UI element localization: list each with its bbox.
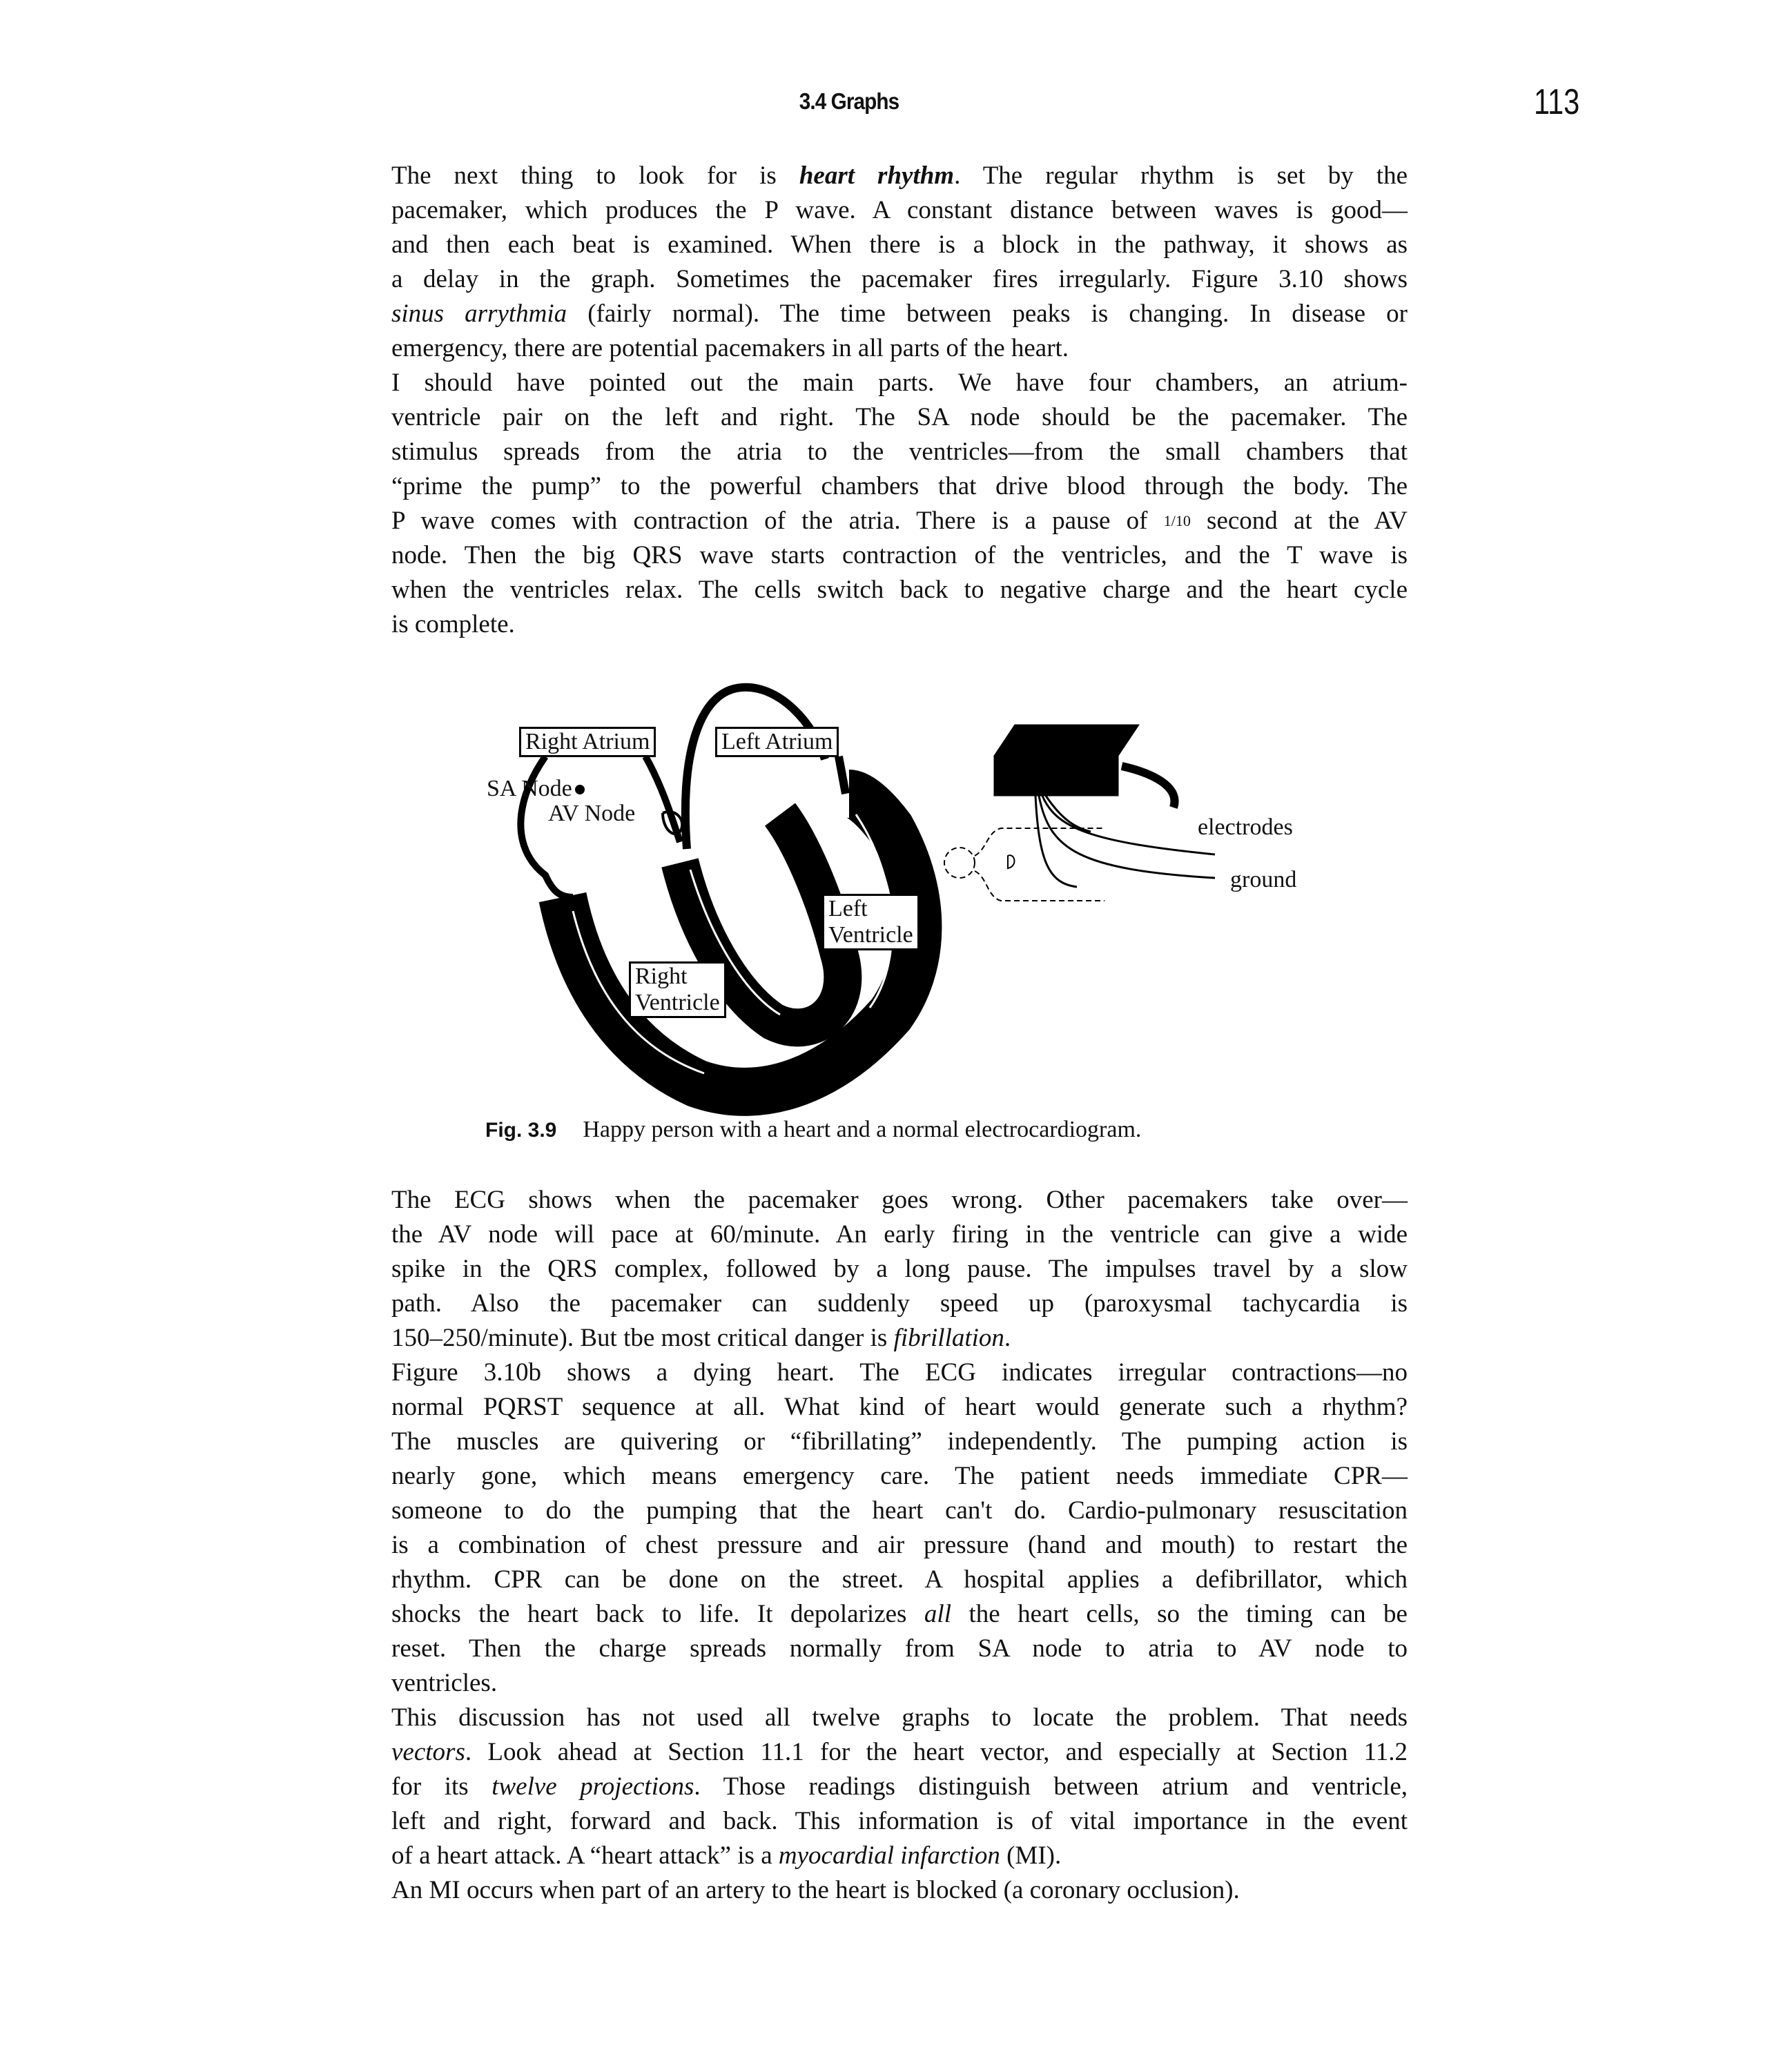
text-line bbox=[391, 1183, 1408, 1218]
text-run: shocks the heart back to life. It depolarizes bbox=[391, 1600, 924, 1628]
text-run: when the ventricles relax. The cells switch back to negative charge and the heart cycle bbox=[391, 576, 1408, 604]
label-left-ventricle-line1: Left bbox=[828, 896, 868, 921]
text-run: nearly gone, which means emergency care. The patient needs immediate CPR— bbox=[391, 1462, 1408, 1490]
emphasis-term: heart rhythm bbox=[799, 162, 955, 190]
text-line bbox=[391, 1425, 1408, 1459]
text-run: Figure 3.10b shows a dying heart. The ECG indicates irregular contractions—no bbox=[391, 1358, 1408, 1387]
text-line bbox=[391, 1528, 1408, 1563]
text-run: (fairly normal). The time between peaks is changing. In disease or bbox=[567, 300, 1408, 328]
text-run: node. Then the big QRS wave starts contraction of the ventricles, and the T wave is bbox=[391, 541, 1408, 569]
ecg-machine-drawing bbox=[994, 725, 1215, 887]
italic-term: fibrillation bbox=[893, 1324, 1004, 1352]
text-line bbox=[391, 538, 1408, 573]
label-left-atrium: Left Atrium bbox=[715, 727, 839, 757]
text-run: I should have pointed out the main parts. We have four chambers, an atrium- bbox=[391, 369, 1408, 397]
text-line bbox=[391, 1459, 1408, 1494]
text-run: 150–250/minute). But tbe most critical danger is bbox=[391, 1324, 894, 1352]
figure-number: Fig. 3.9 bbox=[485, 1119, 557, 1142]
text-run: path. Also the pacemaker can suddenly speed up (paroxysmal tachycardia is bbox=[391, 1289, 1408, 1318]
figure-caption bbox=[485, 1117, 1141, 1143]
text-line bbox=[391, 607, 1408, 642]
text-run: and then each beat is examined. When there is a block in the pathway, it shows as bbox=[391, 231, 1408, 259]
person-drawing bbox=[944, 828, 1104, 901]
text-run: The muscles are quivering or “fibrillating” independently. The pumping action is bbox=[391, 1427, 1408, 1456]
text-line bbox=[391, 1494, 1408, 1528]
text-line bbox=[391, 1632, 1408, 1666]
text-line bbox=[391, 1287, 1408, 1321]
text-run: second at the AV bbox=[1190, 507, 1408, 535]
text-line bbox=[391, 504, 1408, 538]
label-right-ventricle-line1: Right bbox=[635, 964, 688, 989]
text-run: An MI occurs when part of an artery to the heart is blocked (a coronary occlusion). bbox=[391, 1876, 1240, 1904]
text-run: (MI). bbox=[1000, 1841, 1062, 1870]
text-run: This discussion has not used all twelve graphs to locate the problem. That needs bbox=[391, 1703, 1408, 1732]
text-line bbox=[391, 159, 1408, 193]
text-run: ventricles. bbox=[391, 1669, 498, 1697]
text-line bbox=[391, 1735, 1408, 1770]
text-run: The next thing to look for is bbox=[391, 162, 799, 190]
text-run: the heart cells, so the timing can be bbox=[951, 1600, 1408, 1628]
text-run: normal PQRST sequence at all. What kind of heart would generate such a rhythm? bbox=[391, 1393, 1408, 1421]
text-run: pacemaker, which produces the P wave. A constant distance between waves is good— bbox=[391, 196, 1408, 224]
text-run: . bbox=[1004, 1324, 1011, 1352]
text-run: emergency, there are potential pacemakers in all parts of the heart. bbox=[391, 334, 1069, 362]
text-line bbox=[391, 1597, 1408, 1632]
text-line bbox=[391, 262, 1408, 297]
text-run: a delay in the graph. Sometimes the pacemaker fires irregularly. Figure 3.10 shows bbox=[391, 265, 1408, 293]
text-run: reset. Then the charge spreads normally from SA node to atria to AV node to bbox=[391, 1634, 1408, 1663]
text-run: ventricle pair on the left and right. The SA node should be the pacemaker. The bbox=[391, 403, 1408, 431]
text-line bbox=[391, 1563, 1408, 1597]
page-number: 113 bbox=[1534, 82, 1580, 122]
text-run: spike in the QRS complex, followed by a long pause. The impulses travel by a slow bbox=[391, 1255, 1408, 1283]
text-line bbox=[391, 1252, 1408, 1287]
text-line bbox=[391, 1666, 1408, 1701]
text-line bbox=[391, 1804, 1408, 1839]
text-run: is complete. bbox=[391, 610, 515, 638]
text-line bbox=[391, 400, 1408, 435]
text-line bbox=[391, 228, 1408, 262]
text-line bbox=[391, 1218, 1408, 1252]
text-run: stimulus spreads from the atria to the ventricles—from the small chambers that bbox=[391, 438, 1408, 466]
text-line bbox=[391, 297, 1408, 331]
text-line bbox=[391, 1356, 1408, 1390]
text-run: left and right, forward and back. This information is of vital importance in the event bbox=[391, 1807, 1408, 1835]
label-av-node: AV Node bbox=[548, 801, 636, 826]
text-block-bottom bbox=[391, 1183, 1408, 1908]
text-run: P wave comes with contraction of the atria. There is a pause of bbox=[391, 507, 1164, 535]
text-line bbox=[391, 435, 1408, 469]
label-electrodes: electrodes bbox=[1198, 814, 1293, 840]
text-run: the AV node will pace at 60/minute. An early firing in the ventricle can give a wide bbox=[391, 1220, 1408, 1249]
label-left-ventricle-line2: Ventricle bbox=[828, 922, 913, 948]
label-sa-node: SA Node bbox=[487, 776, 572, 801]
italic-term: vectors bbox=[391, 1738, 465, 1766]
italic-term: twelve projections bbox=[492, 1772, 694, 1801]
text-block-top bbox=[391, 159, 1408, 642]
text-line bbox=[391, 193, 1408, 228]
text-line bbox=[391, 1701, 1408, 1735]
text-line bbox=[391, 331, 1408, 366]
text-run: “prime the pump” to the powerful chambers that drive blood through the body. The bbox=[391, 472, 1408, 500]
label-left-ventricle bbox=[822, 894, 919, 950]
text-line bbox=[391, 573, 1408, 607]
text-run: is a combination of chest pressure and air pressure (hand and mouth) to restart the bbox=[391, 1531, 1408, 1559]
label-ground: ground bbox=[1230, 867, 1297, 892]
text-run: for its bbox=[391, 1772, 492, 1801]
text-run: . Those readings distinguish between atrium and ventricle, bbox=[694, 1772, 1408, 1801]
label-right-atrium: Right Atrium bbox=[519, 727, 656, 757]
text-run: . The regular rhythm is set by the bbox=[954, 162, 1408, 190]
label-right-ventricle-line2: Ventricle bbox=[635, 990, 720, 1015]
text-run: someone to do the pumping that the heart can't do. Cardio-pulmonary resuscitation bbox=[391, 1496, 1408, 1525]
text-run: . Look ahead at Section 11.1 for the heart vector, and especially at Section 11.2 bbox=[465, 1738, 1408, 1766]
text-run: The ECG shows when the pacemaker goes wrong. Other pacemakers take over— bbox=[391, 1186, 1408, 1214]
fraction: 1/10 bbox=[1163, 512, 1191, 529]
italic-term: myocardial infarction bbox=[778, 1841, 1000, 1870]
running-header: 3.4 Graphs bbox=[799, 88, 899, 114]
text-line bbox=[391, 469, 1408, 504]
label-right-ventricle bbox=[629, 961, 726, 1018]
text-line bbox=[391, 366, 1408, 400]
italic-term: sinus arrythmia bbox=[391, 300, 567, 328]
text-line bbox=[391, 1390, 1408, 1425]
text-run: rhythm. CPR can be done on the street. A hospital applies a defibrillator, which bbox=[391, 1565, 1408, 1594]
text-line bbox=[391, 1839, 1408, 1873]
italic-term: all bbox=[924, 1600, 951, 1628]
text-run: of a heart attack. A “heart attack” is a bbox=[391, 1841, 779, 1870]
text-line bbox=[391, 1873, 1408, 1908]
text-line bbox=[391, 1770, 1408, 1804]
figure-caption-text: Happy person with a heart and a normal electrocardiogram. bbox=[583, 1117, 1142, 1142]
text-line bbox=[391, 1321, 1408, 1356]
